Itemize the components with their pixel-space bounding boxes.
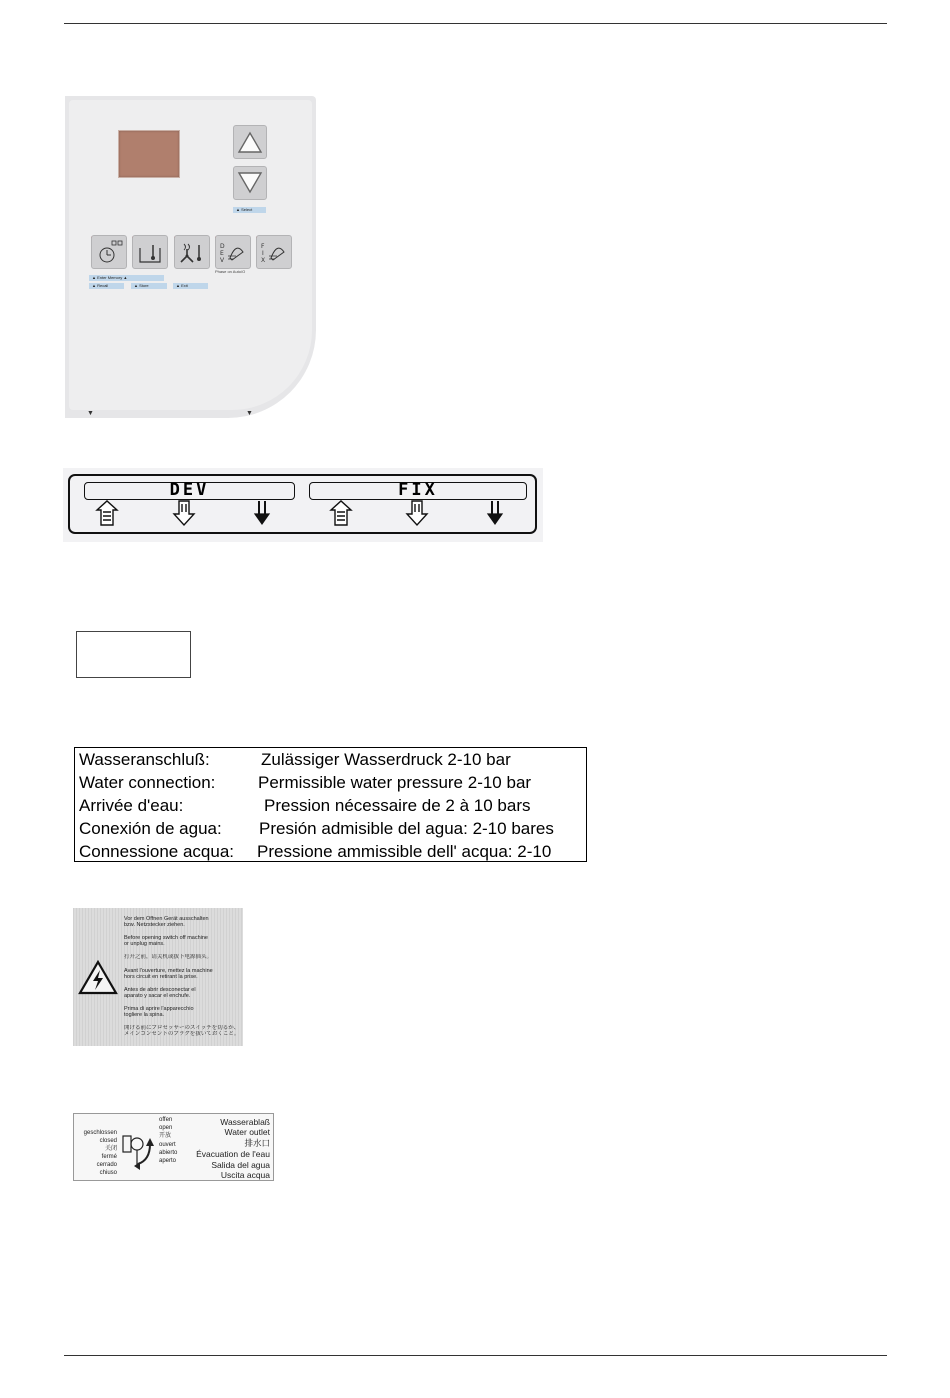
open-label: open xyxy=(159,1125,173,1131)
closed-label: fermé xyxy=(101,1154,117,1160)
warning-text: メインコンセントのプラグを抜いておくこと。 xyxy=(124,1031,240,1037)
water-label: Connessione acqua: xyxy=(79,842,235,861)
warning-text: or unplug mains. xyxy=(124,941,165,947)
devfix-arrows xyxy=(63,498,543,538)
open-label: ouvert xyxy=(159,1142,176,1148)
warning-text: Vor dem Öffnen Gerät ausschalten xyxy=(124,916,209,922)
svg-text:E: E xyxy=(220,250,224,257)
bottom-rule xyxy=(64,1355,887,1356)
outlet-label: Water outlet xyxy=(224,1127,270,1137)
down-arrow-icon xyxy=(234,167,266,199)
warning-text: bzw. Netzstecker ziehen. xyxy=(124,922,185,928)
water-value: Zulässiger Wasserdruck 2-10 bar xyxy=(261,750,511,769)
water-label: Water connection: xyxy=(79,773,216,792)
svg-text:X: X xyxy=(261,257,266,264)
recall-label: ▲ Recall xyxy=(89,283,124,289)
dev-key-letters: D xyxy=(220,243,225,250)
key-caption: Phase on Auto/O xyxy=(215,269,246,274)
water-value: Presión admisible del agua: 2-10 bares xyxy=(259,819,554,838)
top-rule xyxy=(64,23,887,24)
closed-label: closed xyxy=(99,1138,117,1144)
water-outlet-sticker xyxy=(73,1113,274,1181)
water-label: Arrivée d'eau: xyxy=(79,796,184,815)
fix-replenish-icon xyxy=(257,236,291,268)
open-label: abierto xyxy=(159,1150,178,1156)
tank-thermometer-icon xyxy=(133,236,167,268)
outlet-label: 排水口 xyxy=(244,1138,270,1148)
dev-bar: DEV xyxy=(84,482,295,500)
fan-thermometer-icon xyxy=(175,236,209,268)
warning-text: Prima di aprire l'apparecchio xyxy=(124,1006,194,1012)
closed-label: cerrado xyxy=(96,1162,117,1168)
svg-text:V: V xyxy=(220,257,225,264)
clock-icon xyxy=(92,236,126,268)
water-label: Conexión de agua: xyxy=(79,819,222,838)
fix-bar: FIX xyxy=(309,482,527,500)
closed-label: geschlossen xyxy=(83,1130,117,1136)
select-label: ▲ Select xyxy=(233,207,266,213)
warning-text: 開ける前にプロセッサーのスイッチを切るか、 xyxy=(124,1025,240,1031)
empty-box xyxy=(76,631,191,678)
display-window xyxy=(118,130,180,178)
dev-key[interactable] xyxy=(215,235,251,269)
exit-label: ▲ Exit xyxy=(173,283,208,289)
open-label: aperto xyxy=(159,1158,177,1164)
panel-marker-right: ▼ xyxy=(246,410,253,417)
warning-text: Before opening switch off machine xyxy=(124,935,208,941)
timer-key[interactable] xyxy=(91,235,127,269)
warning-sticker xyxy=(73,908,243,1046)
outlet-label: Salida del agua xyxy=(211,1160,270,1170)
warning-text: togliere la spina. xyxy=(124,1012,165,1018)
up-arrow-icon xyxy=(234,126,266,158)
up-button[interactable] xyxy=(233,125,267,159)
closed-label: chiuso xyxy=(99,1170,117,1176)
high-voltage-icon xyxy=(78,960,118,996)
fix-key[interactable] xyxy=(256,235,292,269)
store-label: ▲ Store xyxy=(131,283,167,289)
dev-drain-arrow-icon xyxy=(174,501,194,525)
dev-fill-arrow-icon xyxy=(97,501,117,525)
outlet-label: Uscita acqua xyxy=(220,1170,270,1180)
dryer-key[interactable] xyxy=(174,235,210,269)
fix-down-arrow-icon xyxy=(488,501,502,524)
outlet-label: Wasserablaß xyxy=(220,1117,270,1127)
enter-memory-label: ▲ Enter Memory ▲ xyxy=(89,275,164,281)
warning-text: Antes de abrir desconectar el xyxy=(124,987,196,993)
dev-down-arrow-icon xyxy=(255,501,269,524)
open-label: 开放 xyxy=(159,1133,172,1139)
svg-text:I: I xyxy=(262,250,264,257)
dev-replenish-icon xyxy=(216,236,250,268)
water-value: Pressione ammissible dell' acqua: 2-10 xyxy=(257,842,552,861)
temperature-key[interactable] xyxy=(132,235,168,269)
open-label: offen xyxy=(159,1117,173,1123)
warning-text: aparato y sacar el enchufe. xyxy=(124,993,191,999)
warning-text: 打开之前，请关机或拔下电源插头。 xyxy=(124,954,213,960)
water-value: Pression nécessaire de 2 à 10 bars xyxy=(264,796,531,815)
fix-fill-arrow-icon xyxy=(331,501,351,525)
fix-key-letters: F xyxy=(261,243,265,250)
fix-drain-arrow-icon xyxy=(407,501,427,525)
warning-text: hors circuit en retirant la prise. xyxy=(124,974,198,980)
closed-label: 关闭 xyxy=(104,1146,117,1152)
water-connection-table xyxy=(74,747,587,862)
valve-lever-icon xyxy=(120,1122,160,1172)
warning-text: Avant l'ouverture, mettez la machine xyxy=(124,968,213,974)
down-button[interactable] xyxy=(233,166,267,200)
water-value: Permissible water pressure 2-10 bar xyxy=(258,773,532,792)
water-label: Wasseranschluß: xyxy=(79,750,210,769)
outlet-label: Évacuation de l'eau xyxy=(196,1149,270,1159)
panel-marker-left: ▼ xyxy=(87,410,94,417)
